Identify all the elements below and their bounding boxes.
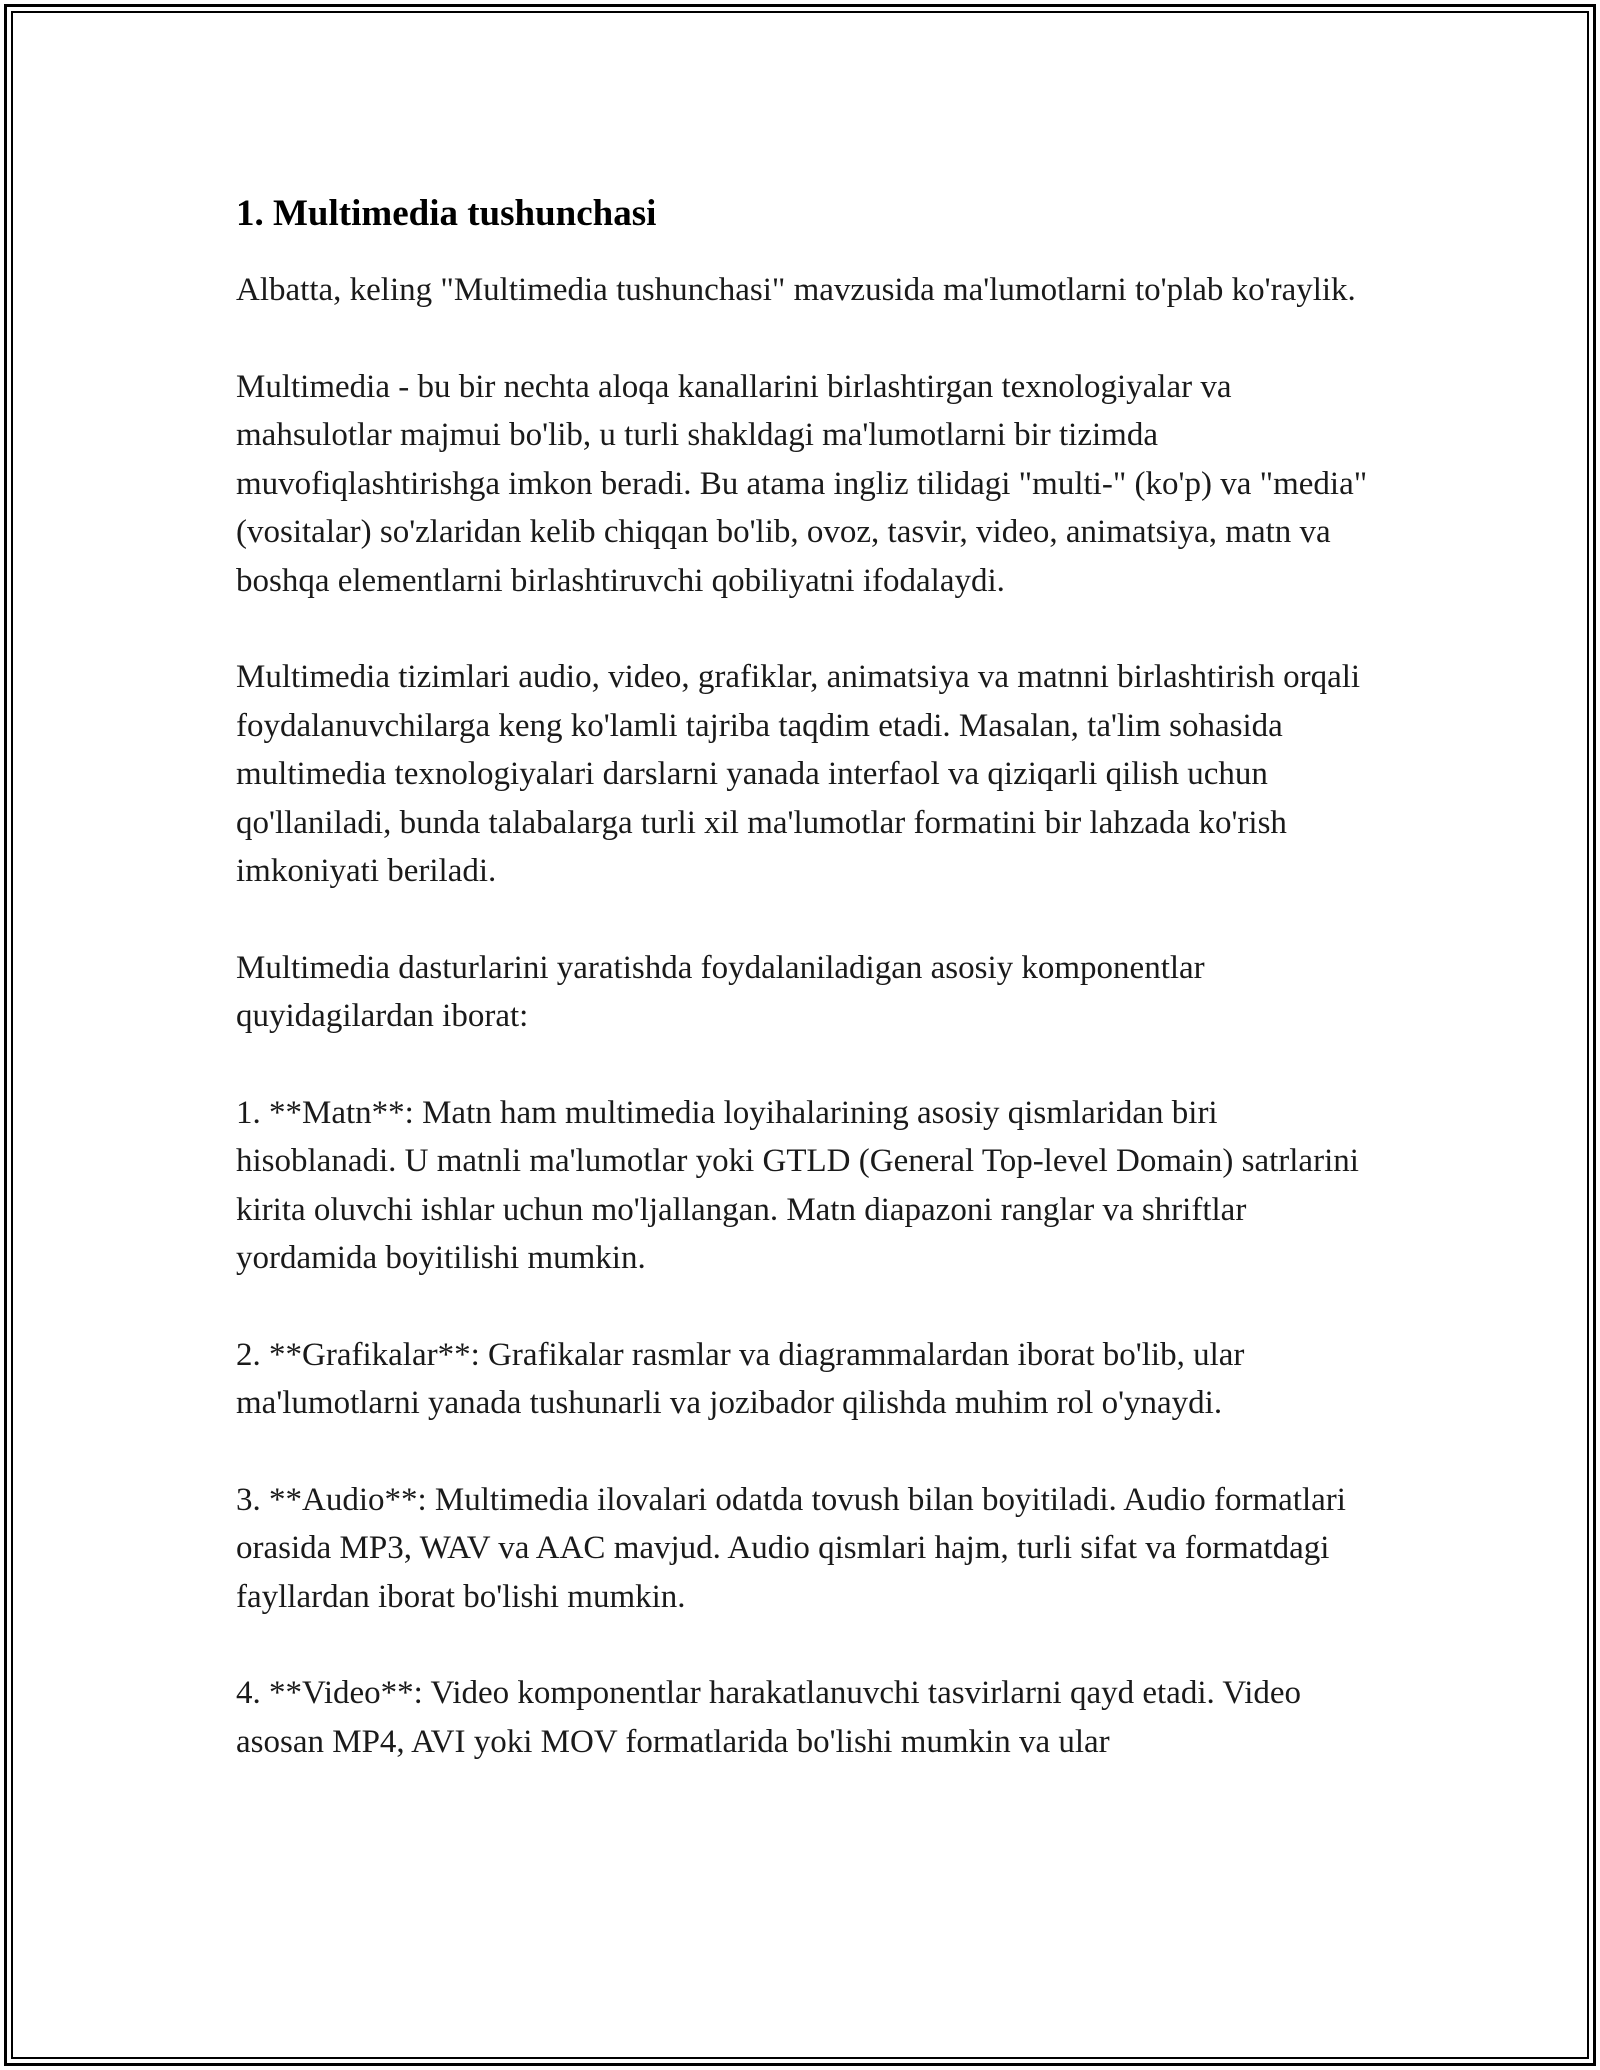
paragraph-definition: Multimedia - bu bir nechta aloqa kanallarini birlashtirgan texnologiyalar va mahsulotlar majmui bo'lib, u turli shakldagi ma'lumotlarni bir tizimda muvofiqlashtirishga imkon beradi. Bu atama ingliz tilidagi "multi-" (ko'p) va "media" (vositalar) so'zlaridan kelib chiqqan bo'lib, ovoz, tasvir, video, animatsiya, matn va boshqa elementlarni birlashtiruvchi qobiliyatni ifodalaydi. [236, 368, 1368, 599]
document-body [236, 186, 1376, 1766]
paragraph-intro: Albatta, keling "Multimedia tushunchasi" mavzusida ma'lumotlarni to'plab ko'raylik. [236, 272, 1356, 308]
list-item-audio: 3. **Audio**: Multimedia ilovalari odatda tovush bilan boyitiladi. Audio formatlari orasida MP3, WAV va AAC mavjud. Audio qismlari hajm, turli sifat va formatdagi fayllardan iborat bo'lishi mumkin. [236, 1481, 1346, 1615]
list-item-video: 4. **Video**: Video komponentlar harakatlanuvchi tasvirlarni qayd etadi. Video asosan MP4, AVI yoki MOV formatlarida bo'lishi mumkin va ular [236, 1675, 1302, 1760]
list-item-text: 1. **Matn**: Matn ham multimedia loyihalarining asosiy qismlaridan biri hisoblanadi. U matnli ma'lumotlar yoki GTLD (General Top-level Domain) satrlarini kirita oluvchi ishlar uchun mo'ljallangan. Matn diapazoni ranglar va shriftlar yordamida boyitilishi mumkin. [236, 1094, 1359, 1276]
paragraph-components-intro: Multimedia dasturlarini yaratishda foydalaniladigan asosiy komponentlar quyidagilardan iborat: [236, 949, 1205, 1034]
paragraph-systems: Multimedia tizimlari audio, video, grafiklar, animatsiya va matnni birlashtirish orqali foydalanuvchilarga keng ko'lamli tajriba taqdim etadi. Masalan, ta'lim sohasida multimedia texnologiyalari darslarni yanada interfaol va qiziqarli qilish uchun qo'llaniladi, bunda talabalarga turli xil ma'lumotlar formatini bir lahzada ko'rish imkoniyati beriladi. [236, 659, 1361, 889]
list-item-graphics: 2. **Grafikalar**: Grafikalar rasmlar va diagrammalardan iborat bo'lib, ular ma'lumotlarni yanada tushunarli va jozibador qilishda muhim rol o'ynaydi. [236, 1336, 1245, 1421]
section-heading: 1. Multimedia tushunchasi [236, 193, 657, 234]
